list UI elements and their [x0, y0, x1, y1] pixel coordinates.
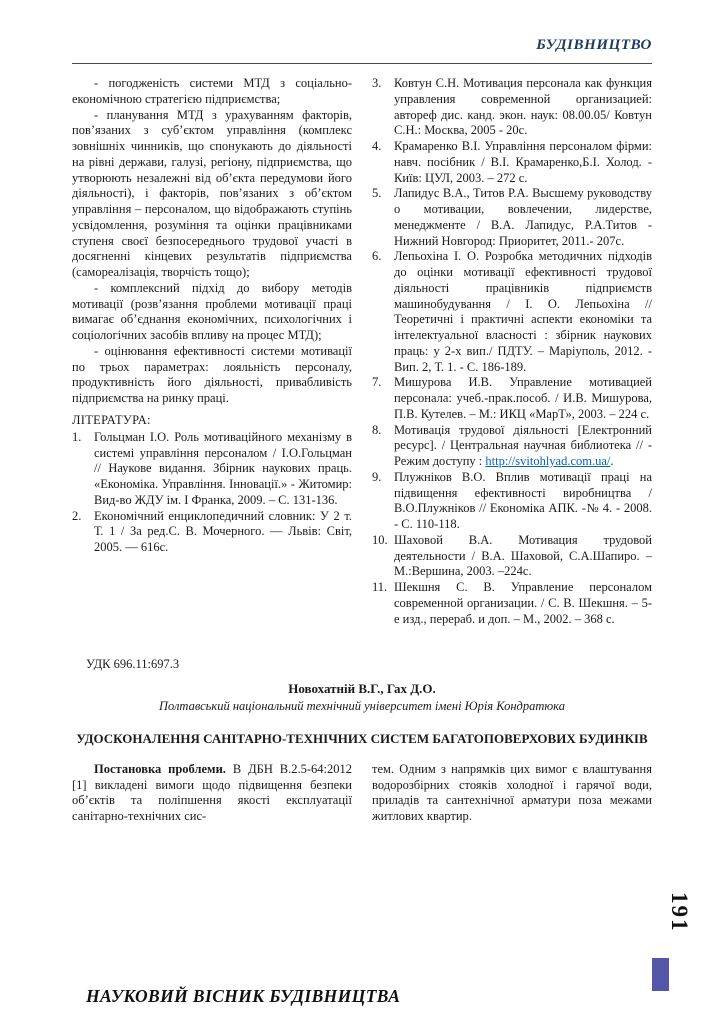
intro-heading: Постановка проблеми. [94, 761, 226, 776]
reference-item [372, 470, 652, 533]
new-article-section [72, 657, 652, 825]
udk-code: УДК 696.11:697.3 [86, 657, 180, 672]
intro-text: В ДБН В.2.5-64:2012 [1] викладені вимоги щодо підвищення безпеки об’єктів та поліпшення якості експлуатації санітарно-технічних сис- [72, 761, 352, 824]
reference-text: Плужніков В.О. Вплив мотивації праці на підвищення ефективності виробництва / В.О.Плужніков // Економіка АПК. -№ 4. - 2008. - С. 110-118. [394, 469, 652, 531]
reference-item [72, 430, 352, 509]
journal-footer-title: НАУКОВИЙ ВІСНИК БУДІВНИЦТВА [86, 986, 401, 1006]
reference-item [372, 76, 652, 139]
reference-item [372, 580, 652, 627]
reference-item [372, 423, 652, 470]
paragraph: - погодженість системи МТД з соціально-економічною стратегією підприємства; [72, 76, 352, 106]
reference-number: 2. [72, 508, 82, 523]
reference-item [372, 533, 652, 580]
reference-text: Шекшня С. В. Управление персоналом современной организации. / С. В. Шекшня. – 5-е изд., перераб. и доп. – М., 2002. – 368 с. [394, 580, 652, 626]
page-number: 191 [667, 892, 692, 933]
right-column [372, 76, 652, 627]
reference-item [372, 186, 652, 249]
reference-text: Гольцман І.О. Роль мотиваційного механізму в системі управління персоналом / І.О.Гольцман // Наукове видання. Збірник наукових праць. «Економіка. Управління. Інновації.» - Житомир: Вид-во ЖДУ ім. І Франка, 2009. – С. 131-136. [94, 429, 352, 507]
section-title: БУДІВНИЦТВО [536, 37, 652, 53]
reference-text [394, 423, 652, 470]
article-affiliation: Полтавський національний технічний університет імені Юрія Кондратюка [159, 699, 565, 714]
reference-hyperlink[interactable]: http://svitohlyad.com.ua/ [485, 454, 611, 468]
article-title: УДОСКОНАЛЕННЯ САНІТАРНО-ТЕХНІЧНИХ СИСТЕМ БАГАТОПОВЕРХОВИХ БУДИНКІВ [76, 731, 648, 747]
literature-heading: ЛІТЕРАТУРА: [72, 412, 151, 427]
reference-text: Лепьохіна І. О. Розробка методичних підходів до оцінки мотивації ефективності трудової діяльності працівників підприємств машинобудування / І. О. Лепьохіна // Теоретичні і практичні аспекти економіки та інтелектуальної власності : збірник наукових праць: у 2-х вип./ ПДТУ. – Маріуполь, 2012. - Вип. 2, Т. 1. - С. 186-189. [394, 249, 652, 374]
purple-accent-rect [652, 958, 669, 991]
reference-text: Ковтун С.Н. Мотивация персонала как функция управления современной организацией: автореф дис. канд. экон. наук: 08.00.05/ Ковтун С.Н.: Москва, 2005 - 20с. [394, 76, 652, 138]
reference-text: Лапидус В.А., Титов Р.А. Высшему руководству о мотивации, вовлечении, лидерстве, менеджменте / В.А. Лапидус, Р.А.Титов - Нижний Новгород: Приоритет, 2011.- 207с. [394, 186, 652, 248]
reference-number: 10. [372, 532, 388, 547]
reference-number: 6. [372, 249, 382, 264]
reference-number: 5. [372, 186, 382, 201]
reference-number: 3. [372, 76, 382, 90]
header-rule [72, 63, 652, 64]
reference-item [372, 375, 652, 422]
left-column [72, 76, 352, 627]
paragraph: - планування МТД з урахуванням факторів, пов’язаних з суб’єктом управління (комплекс зовнішніх чинників, що спонукають до діяльності на рівні держави, галузі, регіону, підприємства, що утворюють незалежні від об’єкта передумови його діяльності), і факторів, пов’язаних з об’єктом управління – персоналом, що відображають ступінь усвідомлення, розуміння та оцінки працівниками ступеня своєї безпосереднього трудової участі в досягненні кінцевих результатів підприємства (самореалізація, творчість тощо); [72, 107, 352, 279]
reference-number: 8. [372, 422, 382, 437]
reference-number: 4. [372, 139, 382, 153]
reference-text: Шаховой В.А. Мотивация трудовой деятельности / В.А. Шаховой, С.А.Шапиро. – М.:Вершина, 2003. –224с. [394, 532, 652, 579]
intro-columns [72, 762, 652, 825]
reference-text: Мишурова И.В. Управление мотивацией персонала: учеб.-прак.пособ. / И.В. Мишурова, П.В. Кутелев. – М.: ИКЦ «МарТ», 2003. – 224 с. [394, 375, 652, 421]
reference-item [72, 509, 352, 556]
reference-number: 7. [372, 375, 382, 390]
paragraph: - оцінювання ефективності системи мотивації по трьох параметрах: лояльність персоналу, продуктивність його діяльності, привабливість підприємства на ринку праці. [72, 343, 352, 405]
article-end-columns [72, 76, 652, 627]
reference-text: Економічний енциклопедичний словник: У 2 т. Т. 1 / За ред.С. В. Мочерного. — Львів: Світ, 2005. — 616с. [94, 508, 352, 554]
reference-item [372, 139, 652, 186]
paragraph: тем. Одним з напрямків цих вимог є влаштування водорозбірних стояків холодної і гарячої води, приладів та сантехнічної арматури поза межами житлових квартир. [372, 761, 652, 824]
reference-text-post: . [610, 454, 614, 468]
reference-text: Крамаренко В.І. Управління персоналом фірми: навч. посібник / В.І. Крамаренко,Б.І. Холод. - Київ: ЦУЛ, 2003. – 272 с. [394, 139, 652, 185]
reference-number: 11. [372, 580, 388, 594]
intro-left-column [72, 762, 352, 825]
reference-text-pre: Мотивація трудової діяльності [Електронний ресурс]. / Центральная научная библиотека // - Режим доступу : [394, 422, 652, 468]
reference-item [372, 249, 652, 375]
article-authors: Новохатній В.Г., Гах Д.О. [288, 681, 436, 697]
page-header [72, 36, 652, 54]
reference-number: 9. [372, 469, 382, 484]
reference-number: 1. [72, 429, 82, 444]
paragraph [72, 762, 352, 825]
intro-right-column [372, 762, 652, 825]
paragraph: - комплексний підхід до вибору методів мотивації (розв’язання проблеми мотивації праці вимагає об’єднання економічних, психологічних і соціологічних засобів впливу на процес МТД); [72, 280, 352, 342]
